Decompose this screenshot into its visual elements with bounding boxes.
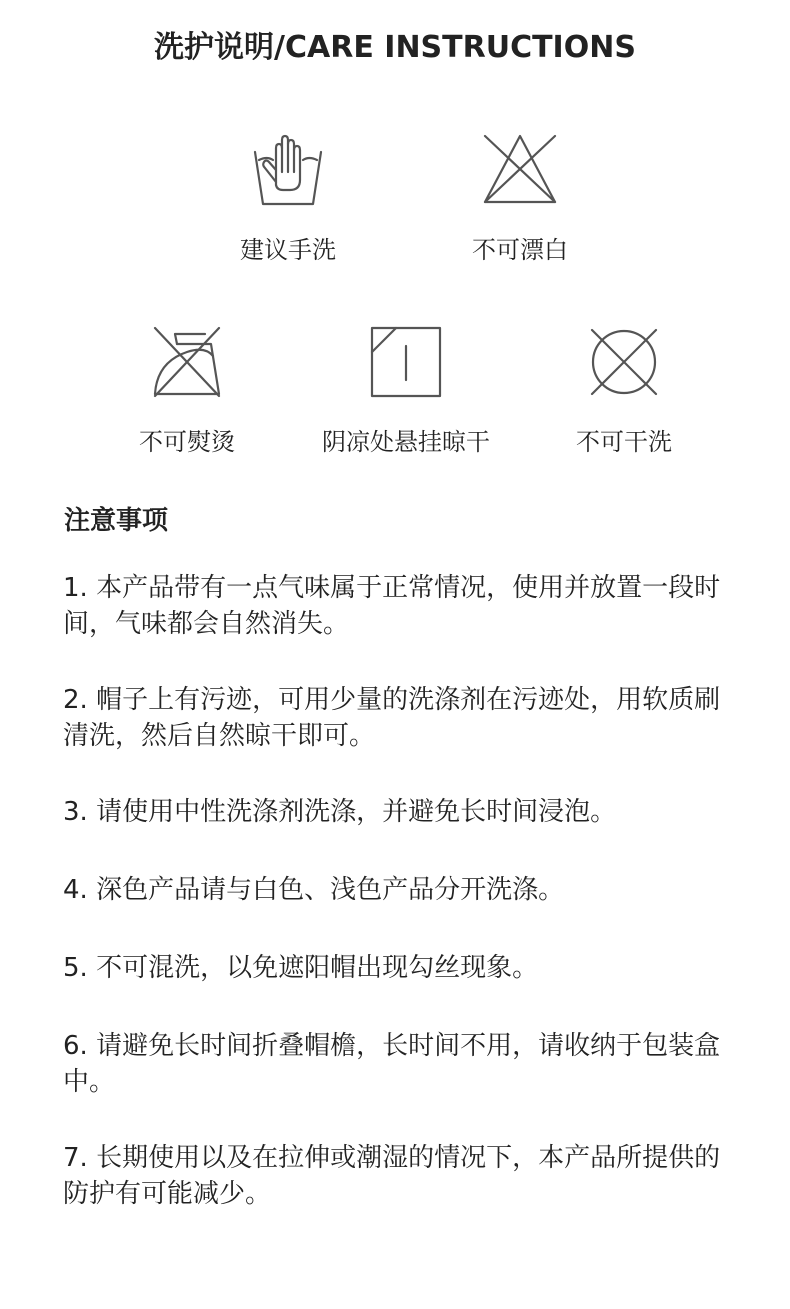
do-not-iron-icon	[147, 322, 227, 402]
note-item-3: 3. 请使用中性洗涤剂洗涤，并避免长时间浸泡。	[63, 797, 617, 827]
note-item-1: 1. 本产品带有一点气味属于正常情况，使用并放置一段时间，气味都会自然消失。	[63, 573, 721, 639]
care-line-dry-shade	[296, 322, 516, 457]
care-label-no-iron: 不可熨烫	[139, 428, 235, 456]
note-item-6: 6. 请避免长时间折叠帽檐，长时间不用，请收纳于包装盒中。	[63, 1031, 721, 1097]
care-label-hand-wash: 建议手洗	[240, 236, 336, 264]
do-not-bleach-icon	[475, 130, 565, 210]
notes-list	[63, 570, 733, 1252]
page-title: 洗护说明/CARE INSTRUCTIONS	[154, 30, 636, 65]
care-hand-wash	[178, 130, 398, 265]
note-item-5: 5. 不可混洗，以免遮阳帽出现勾丝现象。	[63, 953, 539, 983]
care-no-bleach	[410, 130, 630, 265]
do-not-dry-clean-icon	[584, 322, 664, 402]
notes-heading: 注意事项	[64, 506, 169, 536]
care-label-no-bleach: 不可漂白	[472, 236, 568, 264]
line-dry-in-shade-icon	[366, 322, 446, 402]
note-item-4: 4. 深色产品请与白色、浅色产品分开洗涤。	[63, 875, 565, 905]
care-no-iron	[77, 322, 297, 457]
hand-wash-icon	[243, 130, 333, 210]
care-label-no-dry-clean: 不可干洗	[576, 428, 672, 456]
note-item-7: 7. 长期使用以及在拉伸或潮湿的情况下，本产品所提供的防护有可能减少。	[63, 1143, 721, 1209]
care-no-dry-clean	[514, 322, 734, 457]
note-item-2: 2. 帽子上有污迹，可用少量的洗涤剂在污迹处，用软质刷清洗，然后自然晾干即可。	[63, 685, 721, 751]
care-label-line-dry-shade: 阴凉处悬挂晾干	[322, 428, 490, 456]
